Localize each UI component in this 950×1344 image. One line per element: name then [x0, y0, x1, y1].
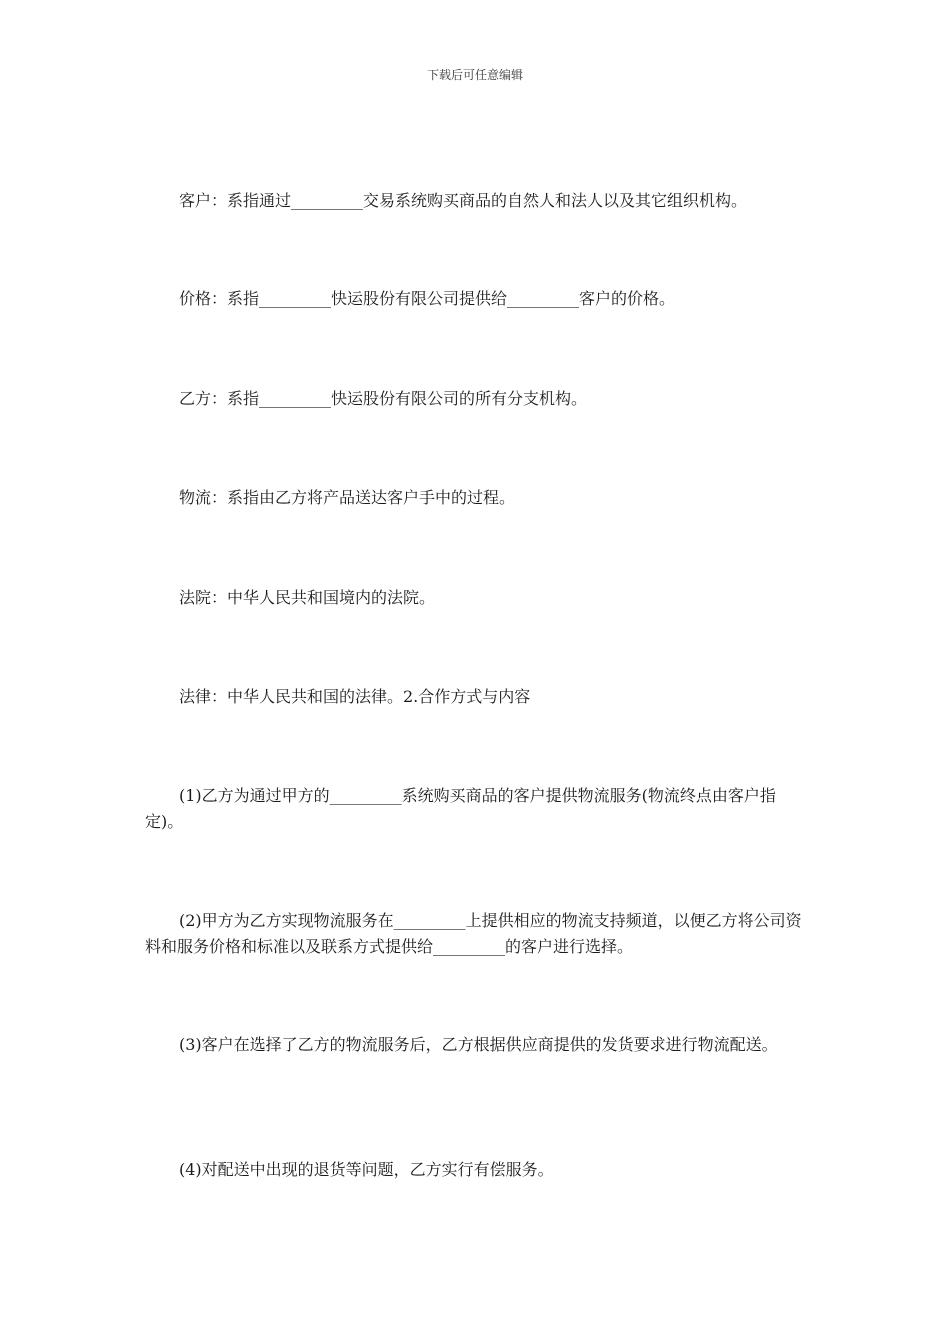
paragraph-customer-definition: 客户：系指通过_________交易系统购买商品的自然人和法人以及其它组织机构。 [179, 191, 748, 210]
paragraph-court-definition: 法院：中华人民共和国境内的法院。 [179, 588, 436, 607]
paragraph-party-b-definition: 乙方：系指_________快运股份有限公司的所有分支机构。 [179, 389, 588, 408]
paragraph-logistics-definition: 物流：系指由乙方将产品送达客户手中的过程。 [179, 488, 516, 507]
paragraph-clause-3: (3)客户在选择了乙方的物流服务后，乙方根据供应商提供的发货要求进行物流配送。 [179, 1035, 778, 1054]
paragraph-clause-1: (1)乙方为通过甲方的_________系统购买商品的客户提供物流服务(物流终点由客户指定)。 [145, 786, 776, 831]
paragraph-clause-4: (4)对配送中出现的退货等问题，乙方实行有偿服务。 [179, 1160, 554, 1179]
paragraph-law-definition: 法律：中华人民共和国的法律。2.合作方式与内容 [179, 687, 531, 706]
paragraph-clause-2: (2)甲方为乙方实现物流服务在_________上提供相应的物流支持频道，以便乙方将公司资料和服务价格和标准以及联系方式提供给_________的客户进行选择。 [145, 911, 802, 956]
header-note: 下载后可任意编辑 [426, 68, 523, 82]
paragraph-price-definition: 价格：系指_________快运股份有限公司提供给_________客户的价格。 [179, 289, 676, 308]
